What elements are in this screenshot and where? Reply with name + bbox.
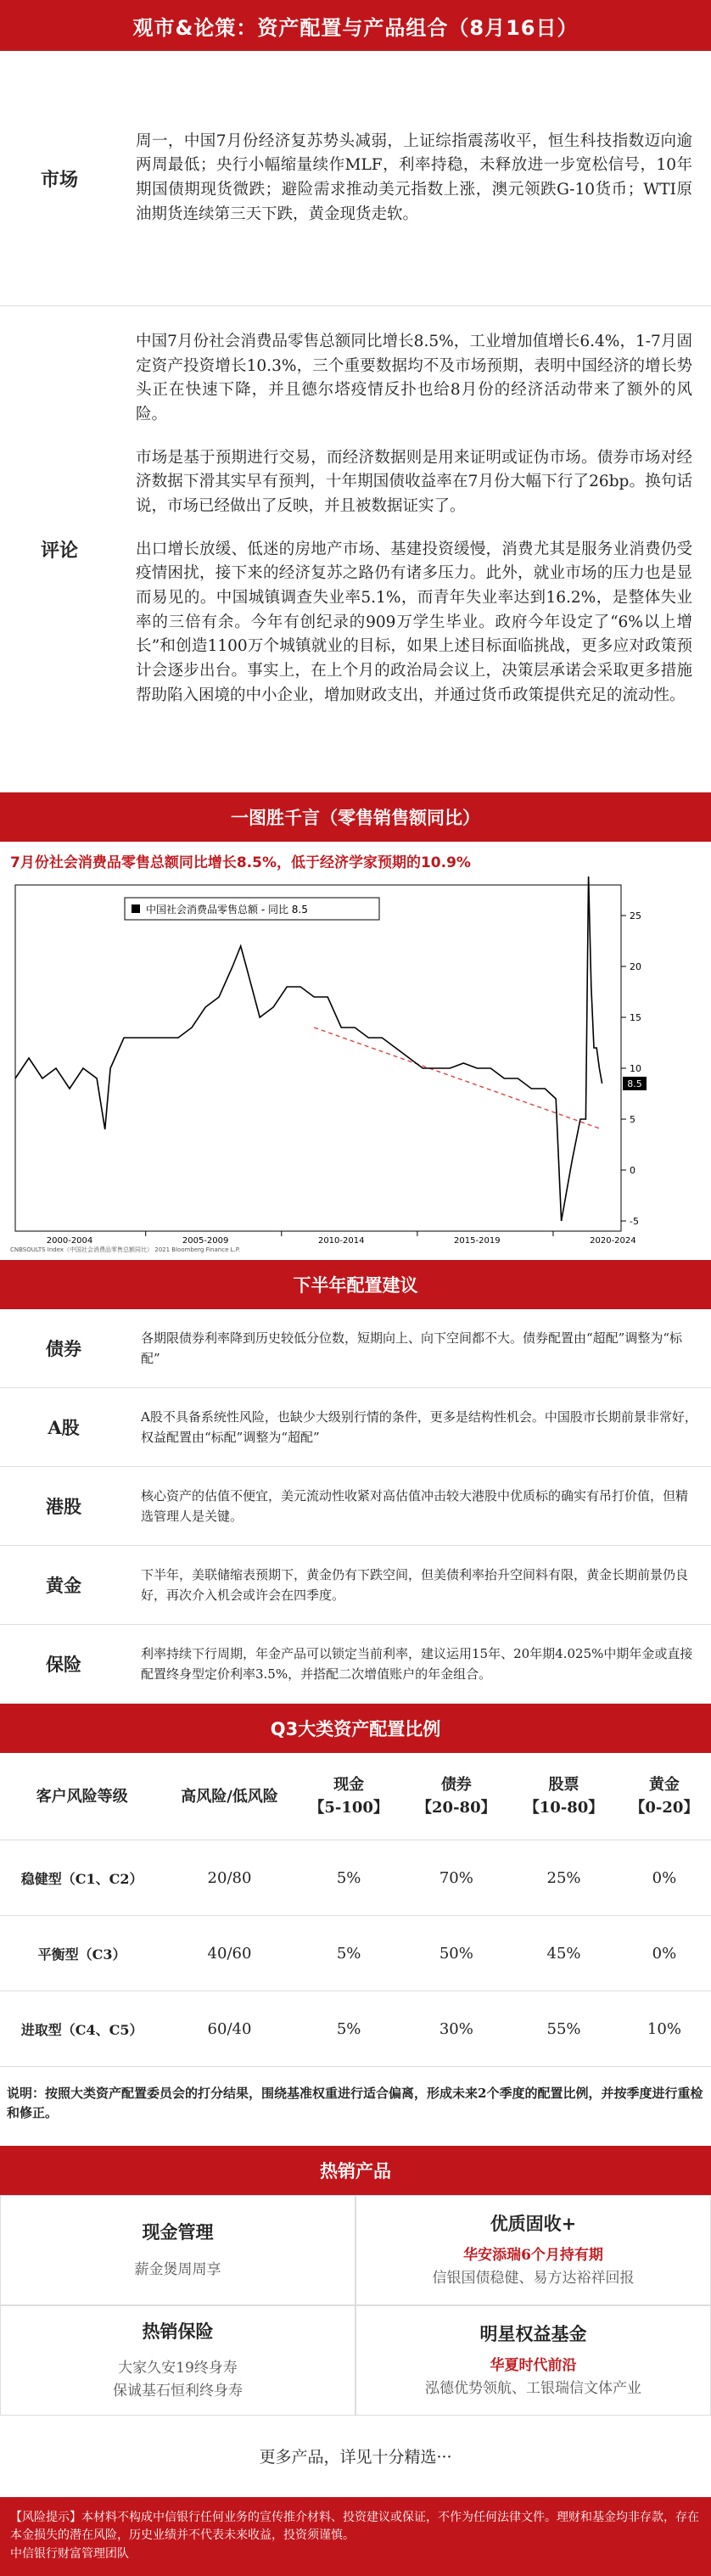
q3-cell: 0% bbox=[618, 1840, 711, 1916]
x-tick-label: 2015-2019 bbox=[454, 1236, 501, 1246]
x-tick-label: 2020-2024 bbox=[590, 1236, 636, 1246]
q3-header: 现金 【5-100】 bbox=[295, 1753, 403, 1840]
hot-product-title: 明星权益基金 bbox=[479, 2322, 587, 2344]
hot-products-grid bbox=[0, 2195, 711, 2416]
more-products-link[interactable]: 更多产品，详见十分精选··· bbox=[259, 2448, 452, 2467]
hot-product-cell[interactable] bbox=[0, 2305, 356, 2416]
allocation-label: 债券 bbox=[46, 1338, 81, 1359]
allocation-row bbox=[0, 1388, 711, 1467]
hot-product-title: 现金管理 bbox=[142, 2221, 214, 2243]
q3-cell: 45% bbox=[510, 1916, 618, 1991]
legend-label: 中国社会消费品零售总额 - 同比 8.5 bbox=[146, 904, 308, 916]
market-text: 周一，中国7月份经济复苏势头减弱，上证综指震荡收平，恒生科技指数迈向逾两周最低；央行小幅缩量续作MLF，利率持稳，未释放进一步宽松信号，10年期国债期现货微跌；避险需求推动美元指数上涨，澳元领跌G-10货币；WTI原油期货连续第三天下跌，黄金现货走软。 bbox=[136, 132, 692, 223]
allocation-label: 港股 bbox=[46, 1496, 81, 1517]
page-title: 观市&论策：资产配置与产品组合（8月16日） bbox=[132, 15, 579, 40]
review-label: 评论 bbox=[40, 539, 78, 562]
chart-subtitle: 7月份社会消费品零售总额同比增长8.5%，低于经济学家预期的10.9% bbox=[10, 854, 471, 871]
hot-product-highlight[interactable]: 华安添瑞6个月持有期 bbox=[463, 2247, 603, 2265]
legend-swatch bbox=[132, 904, 140, 913]
last-value-label: 8.5 bbox=[627, 1078, 642, 1089]
y-tick-label: 0 bbox=[630, 1165, 635, 1176]
q3-cell: 30% bbox=[402, 1991, 510, 2067]
q3-table bbox=[0, 1753, 711, 2067]
y-tick-label: -5 bbox=[630, 1216, 639, 1227]
review-paragraph: 市场是基于预期进行交易，而经济数据则是用来证明或证伪市场。债券市场对经济数据下滑其实早有预判，十年期国债收益率在7月份大幅下行了26bp。换句话说，市场已经做出了反映，并且被数据证实了。 bbox=[136, 448, 692, 516]
allocation-label: A股 bbox=[48, 1417, 80, 1438]
hot-product-line[interactable]: 保诚基石恒利终身寿 bbox=[113, 2383, 243, 2400]
market-label: 市场 bbox=[40, 168, 78, 191]
risk-notice: 【风险提示】本材料不构成中信银行任何业务的宣传推介材料、投资建议或保证，不作为任何法律文件。理财和基金均非存款，存在本金损失的潜在风险，历史业绩并不代表未来收益，投资须谨慎。 bbox=[10, 2510, 699, 2543]
q3-cell: 5% bbox=[295, 1991, 403, 2067]
hot-product-cell[interactable] bbox=[356, 2305, 711, 2416]
hot-product-highlight[interactable]: 华夏时代前沿 bbox=[490, 2357, 577, 2375]
allocation-text: 利率持续下行周期，年金产品可以锁定当前利率，建议运用15年、20年期4.025%中期年金或直接配置终身型定价利率3.5%，并搭配二次增值账户的年金组合。 bbox=[141, 1646, 693, 1682]
hot-product-line[interactable]: 薪金煲周周享 bbox=[134, 2260, 221, 2278]
q3-cell: 平衡型（C3） bbox=[0, 1916, 164, 1991]
footer bbox=[0, 2497, 711, 2576]
q3-cell: 5% bbox=[295, 1840, 403, 1916]
allocation-label: 黄金 bbox=[46, 1575, 81, 1596]
x-tick-label: 2010-2014 bbox=[317, 1236, 365, 1246]
q3-cell: 稳健型（C1、C2） bbox=[0, 1840, 164, 1916]
q3-header: 债券 【20-80】 bbox=[402, 1753, 510, 1840]
hot-title: 热销产品 bbox=[0, 2146, 711, 2195]
market-section bbox=[0, 51, 711, 306]
allocation-text: 下半年，美联储缩表预期下，黄金仍有下跌空间，但美债利率抬升空间料有限，黄金长期前景仍良好，再次介入机会或许会在四季度。 bbox=[141, 1567, 689, 1603]
q3-row bbox=[0, 1840, 711, 1916]
q3-cell: 5% bbox=[295, 1916, 403, 1991]
chart-svg bbox=[10, 876, 701, 1257]
hot-product-line[interactable]: 信银国债稳健、易方达裕祥回报 bbox=[432, 2270, 635, 2288]
allocation-list bbox=[0, 1309, 711, 1704]
page-header bbox=[0, 0, 711, 51]
q3-header: 客户风险等级 bbox=[0, 1753, 164, 1840]
y-tick-label: 10 bbox=[630, 1063, 641, 1074]
chart-section-title: 一图胜千言（零售销售额同比） bbox=[0, 792, 711, 842]
y-tick-label: 15 bbox=[630, 1012, 641, 1023]
q3-cell: 60/40 bbox=[164, 1991, 295, 2067]
hot-product-title: 优质固收+ bbox=[490, 2212, 577, 2234]
y-tick-label: 5 bbox=[630, 1114, 635, 1125]
chart bbox=[10, 876, 701, 1257]
q3-cell: 20/80 bbox=[164, 1840, 295, 1916]
q3-cell: 25% bbox=[510, 1840, 618, 1916]
q3-note: 说明：按照大类资产配置委员会的打分结果，围绕基准权重进行适合偏离，形成未来2个季度的配置比例，并按季度进行重检和修正。 bbox=[7, 2086, 703, 2121]
q3-cell: 70% bbox=[402, 1840, 510, 1916]
q3-cell: 进取型（C4、C5） bbox=[0, 1991, 164, 2067]
review-paragraph: 中国7月份社会消费品零售总额同比增长8.5%，工业增加值增长6.4%，1-7月固定资产投资增长10.3%，三个重要数据均不及市场预期，表明中国经济的增长势头正在快速下降，并且德尔塔疫情反扑也给8月份的经济活动带来了额外的风险。 bbox=[136, 333, 692, 424]
hot-product-title: 热销保险 bbox=[142, 2320, 214, 2342]
allocation-text: 核心资产的估值不便宜，美元流动性收紧对高估值冲击较大港股中优质标的确实有吊打价值，但精选管理人是关键。 bbox=[141, 1488, 689, 1524]
hot-product-line[interactable]: 大家久安19终身寿 bbox=[118, 2360, 238, 2377]
footer-team: 中信银行财富管理团队 bbox=[10, 2546, 129, 2561]
q3-cell: 55% bbox=[510, 1991, 618, 2067]
review-section bbox=[0, 306, 711, 792]
q3-cell: 50% bbox=[402, 1916, 510, 1991]
allocation-title: 下半年配置建议 bbox=[0, 1260, 711, 1309]
q3-cell: 10% bbox=[618, 1991, 711, 2067]
chart-source: CNBSOULTS Index（中国社会消费品零售总额同比） 2021 Bloomberg Finance L.P. bbox=[10, 1246, 241, 1253]
allocation-text: A股不具备系统性风险，也缺少大级别行情的条件，更多是结构性机会。中国股市长期前景非常好，权益配置由“标配”调整为“超配” bbox=[141, 1409, 697, 1445]
hot-product-cell[interactable] bbox=[356, 2195, 711, 2305]
allocation-row bbox=[0, 1467, 711, 1546]
q3-header: 黄金 【0-20】 bbox=[618, 1753, 711, 1840]
q3-header: 股票 【10-80】 bbox=[510, 1753, 618, 1840]
review-paragraph: 出口增长放缓、低迷的房地产市场、基建投资缓慢，消费尤其是服务业消费仍受疫情困扰，接下来的经济复苏之路仍有诸多压力。此外，就业市场的压力也是显而易见的。中国城镇调查失业率5.1%，而青年失业率达到16.2%，是整体失业率的三倍有余。今年有创纪录的909万学生毕业。政府今年设定了“6%以上增长”和创造1100万个城镇就业的目标，如果上述目标面临挑战，更多应对政策预计会逐步出台。事实上，在上个月的政治局会议上，决策层承诺会采取更多措施帮助陷入困境的中小企业，增加财政支出，并通过货币政策提供充足的流动性。 bbox=[136, 540, 692, 704]
plot-area bbox=[15, 885, 621, 1231]
q3-cell: 0% bbox=[618, 1916, 711, 1991]
allocation-label: 保险 bbox=[46, 1654, 81, 1675]
y-tick-label: 20 bbox=[630, 961, 641, 972]
y-tick-label: 25 bbox=[630, 910, 641, 921]
allocation-row bbox=[0, 1625, 711, 1704]
q3-row bbox=[0, 1916, 711, 1991]
allocation-row bbox=[0, 1546, 711, 1625]
x-tick-label: 2005-2009 bbox=[182, 1236, 229, 1246]
q3-cell: 40/60 bbox=[164, 1916, 295, 1991]
q3-title: Q3大类资产配置比例 bbox=[0, 1704, 711, 1753]
x-tick-label: 2000-2004 bbox=[46, 1236, 93, 1246]
q3-row bbox=[0, 1991, 711, 2067]
q3-header: 高风险/低风险 bbox=[164, 1753, 295, 1840]
hot-product-line[interactable]: 泓德优势领航、工银瑞信文体产业 bbox=[425, 2380, 641, 2398]
allocation-text: 各期限债券利率降到历史较低分位数，短期向上、向下空间都不大。债券配置由“超配”调整为“标配” bbox=[141, 1330, 683, 1366]
hot-product-cell[interactable] bbox=[0, 2195, 356, 2305]
allocation-row bbox=[0, 1309, 711, 1388]
